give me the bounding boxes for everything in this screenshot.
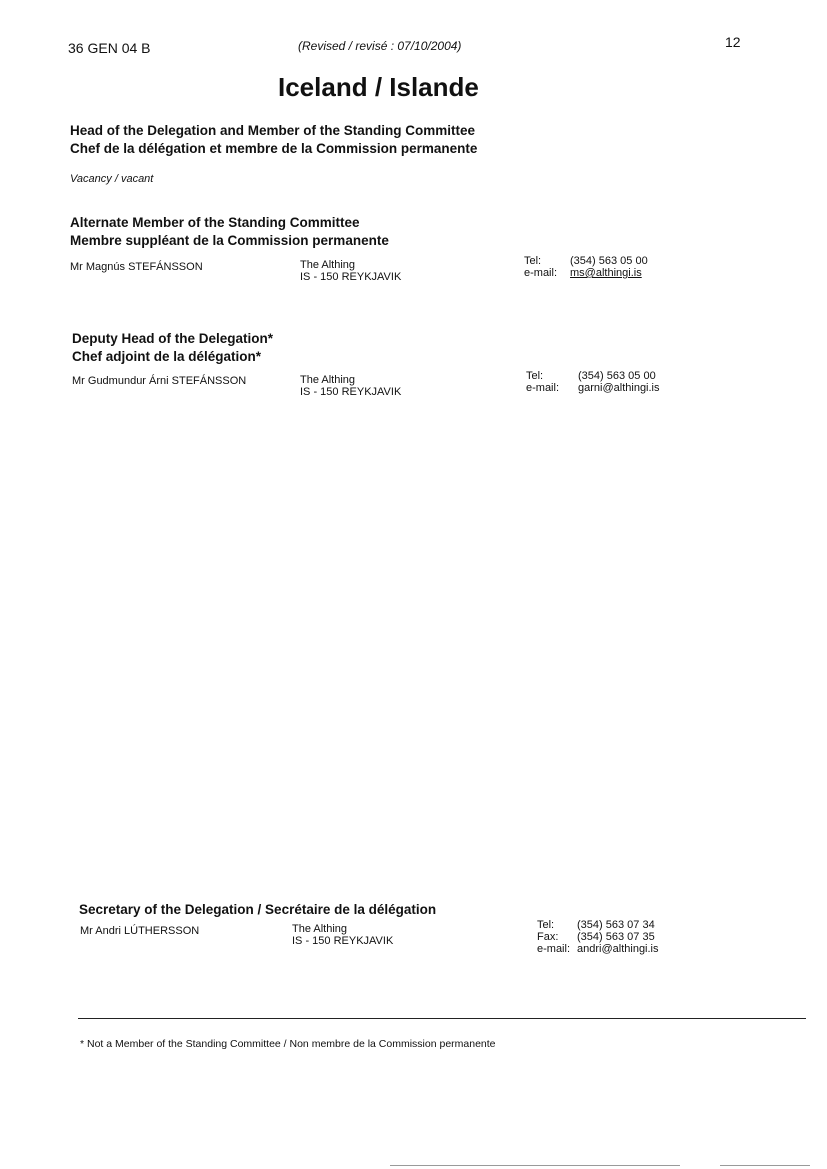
head-title-en: Head of the Delegation and Member of the Standing Committee <box>70 123 476 138</box>
tel-label: Tel: <box>524 255 542 267</box>
scan-edge-mark <box>390 1165 680 1166</box>
alternate-title-fr: Membre suppléant de la Commission permanente <box>70 233 389 248</box>
head-section-title <box>70 122 477 158</box>
alternate-address <box>300 259 401 283</box>
email-value: andri@althingi.is <box>577 943 659 955</box>
secretary-address-line1: The Althing <box>292 923 348 935</box>
deputy-section-title <box>72 330 273 366</box>
email-value: garni@althingi.is <box>578 382 660 394</box>
alternate-contact <box>524 255 648 279</box>
alternate-address-line1: The Althing <box>300 259 356 271</box>
email-label: e-mail: <box>524 267 558 279</box>
secretary-section-title: Secretary of the Delegation / Secrétaire de la délégation <box>79 902 437 917</box>
alternate-section-title <box>70 214 389 250</box>
tel-label: Tel: <box>537 919 555 931</box>
document-reference: 36 GEN 04 B <box>68 40 151 56</box>
scan-edge-mark <box>720 1165 810 1166</box>
email-link[interactable]: ms@althingi.is <box>570 267 642 279</box>
deputy-contact <box>526 370 660 394</box>
secretary-address <box>292 923 393 947</box>
deputy-title-en: Deputy Head of the Delegation* <box>72 331 274 346</box>
secretary-contact <box>537 919 659 955</box>
secretary-address-line2: IS - 150 REYKJAVIK <box>292 935 394 947</box>
deputy-address-line1: The Althing <box>300 374 356 386</box>
alternate-title-en: Alternate Member of the Standing Committee <box>70 215 360 230</box>
fax-value: (354) 563 07 35 <box>577 931 655 943</box>
page-title: Iceland / Islande <box>278 72 479 102</box>
deputy-title-fr: Chef adjoint de la délégation* <box>72 349 262 364</box>
tel-label: Tel: <box>526 370 544 382</box>
alternate-address-line2: IS - 150 REYKJAVIK <box>300 271 402 283</box>
email-label: e-mail: <box>526 382 560 394</box>
fax-label: Fax: <box>537 931 559 943</box>
footnote: * Not a Member of the Standing Committee / Non membre de la Commission permanente <box>80 1038 496 1050</box>
email-label: e-mail: <box>537 943 571 955</box>
revision-date: (Revised / revisé : 07/10/2004) <box>298 39 462 53</box>
tel-value: (354) 563 05 00 <box>570 255 648 267</box>
footnote-divider <box>78 1018 806 1019</box>
vacancy-note: Vacancy / vacant <box>70 173 154 185</box>
deputy-address <box>300 374 401 398</box>
head-title-fr: Chef de la délégation et membre de la Commission permanente <box>70 141 478 156</box>
tel-value: (354) 563 05 00 <box>578 370 656 382</box>
deputy-address-line2: IS - 150 REYKJAVIK <box>300 386 402 398</box>
alternate-name: Mr Magnús STEFÁNSSON <box>70 261 203 273</box>
tel-value: (354) 563 07 34 <box>577 919 655 931</box>
page-number: 12 <box>725 34 741 50</box>
deputy-name: Mr Gudmundur Árni STEFÁNSSON <box>72 375 247 387</box>
secretary-name: Mr Andri LÚTHERSSON <box>80 925 200 937</box>
